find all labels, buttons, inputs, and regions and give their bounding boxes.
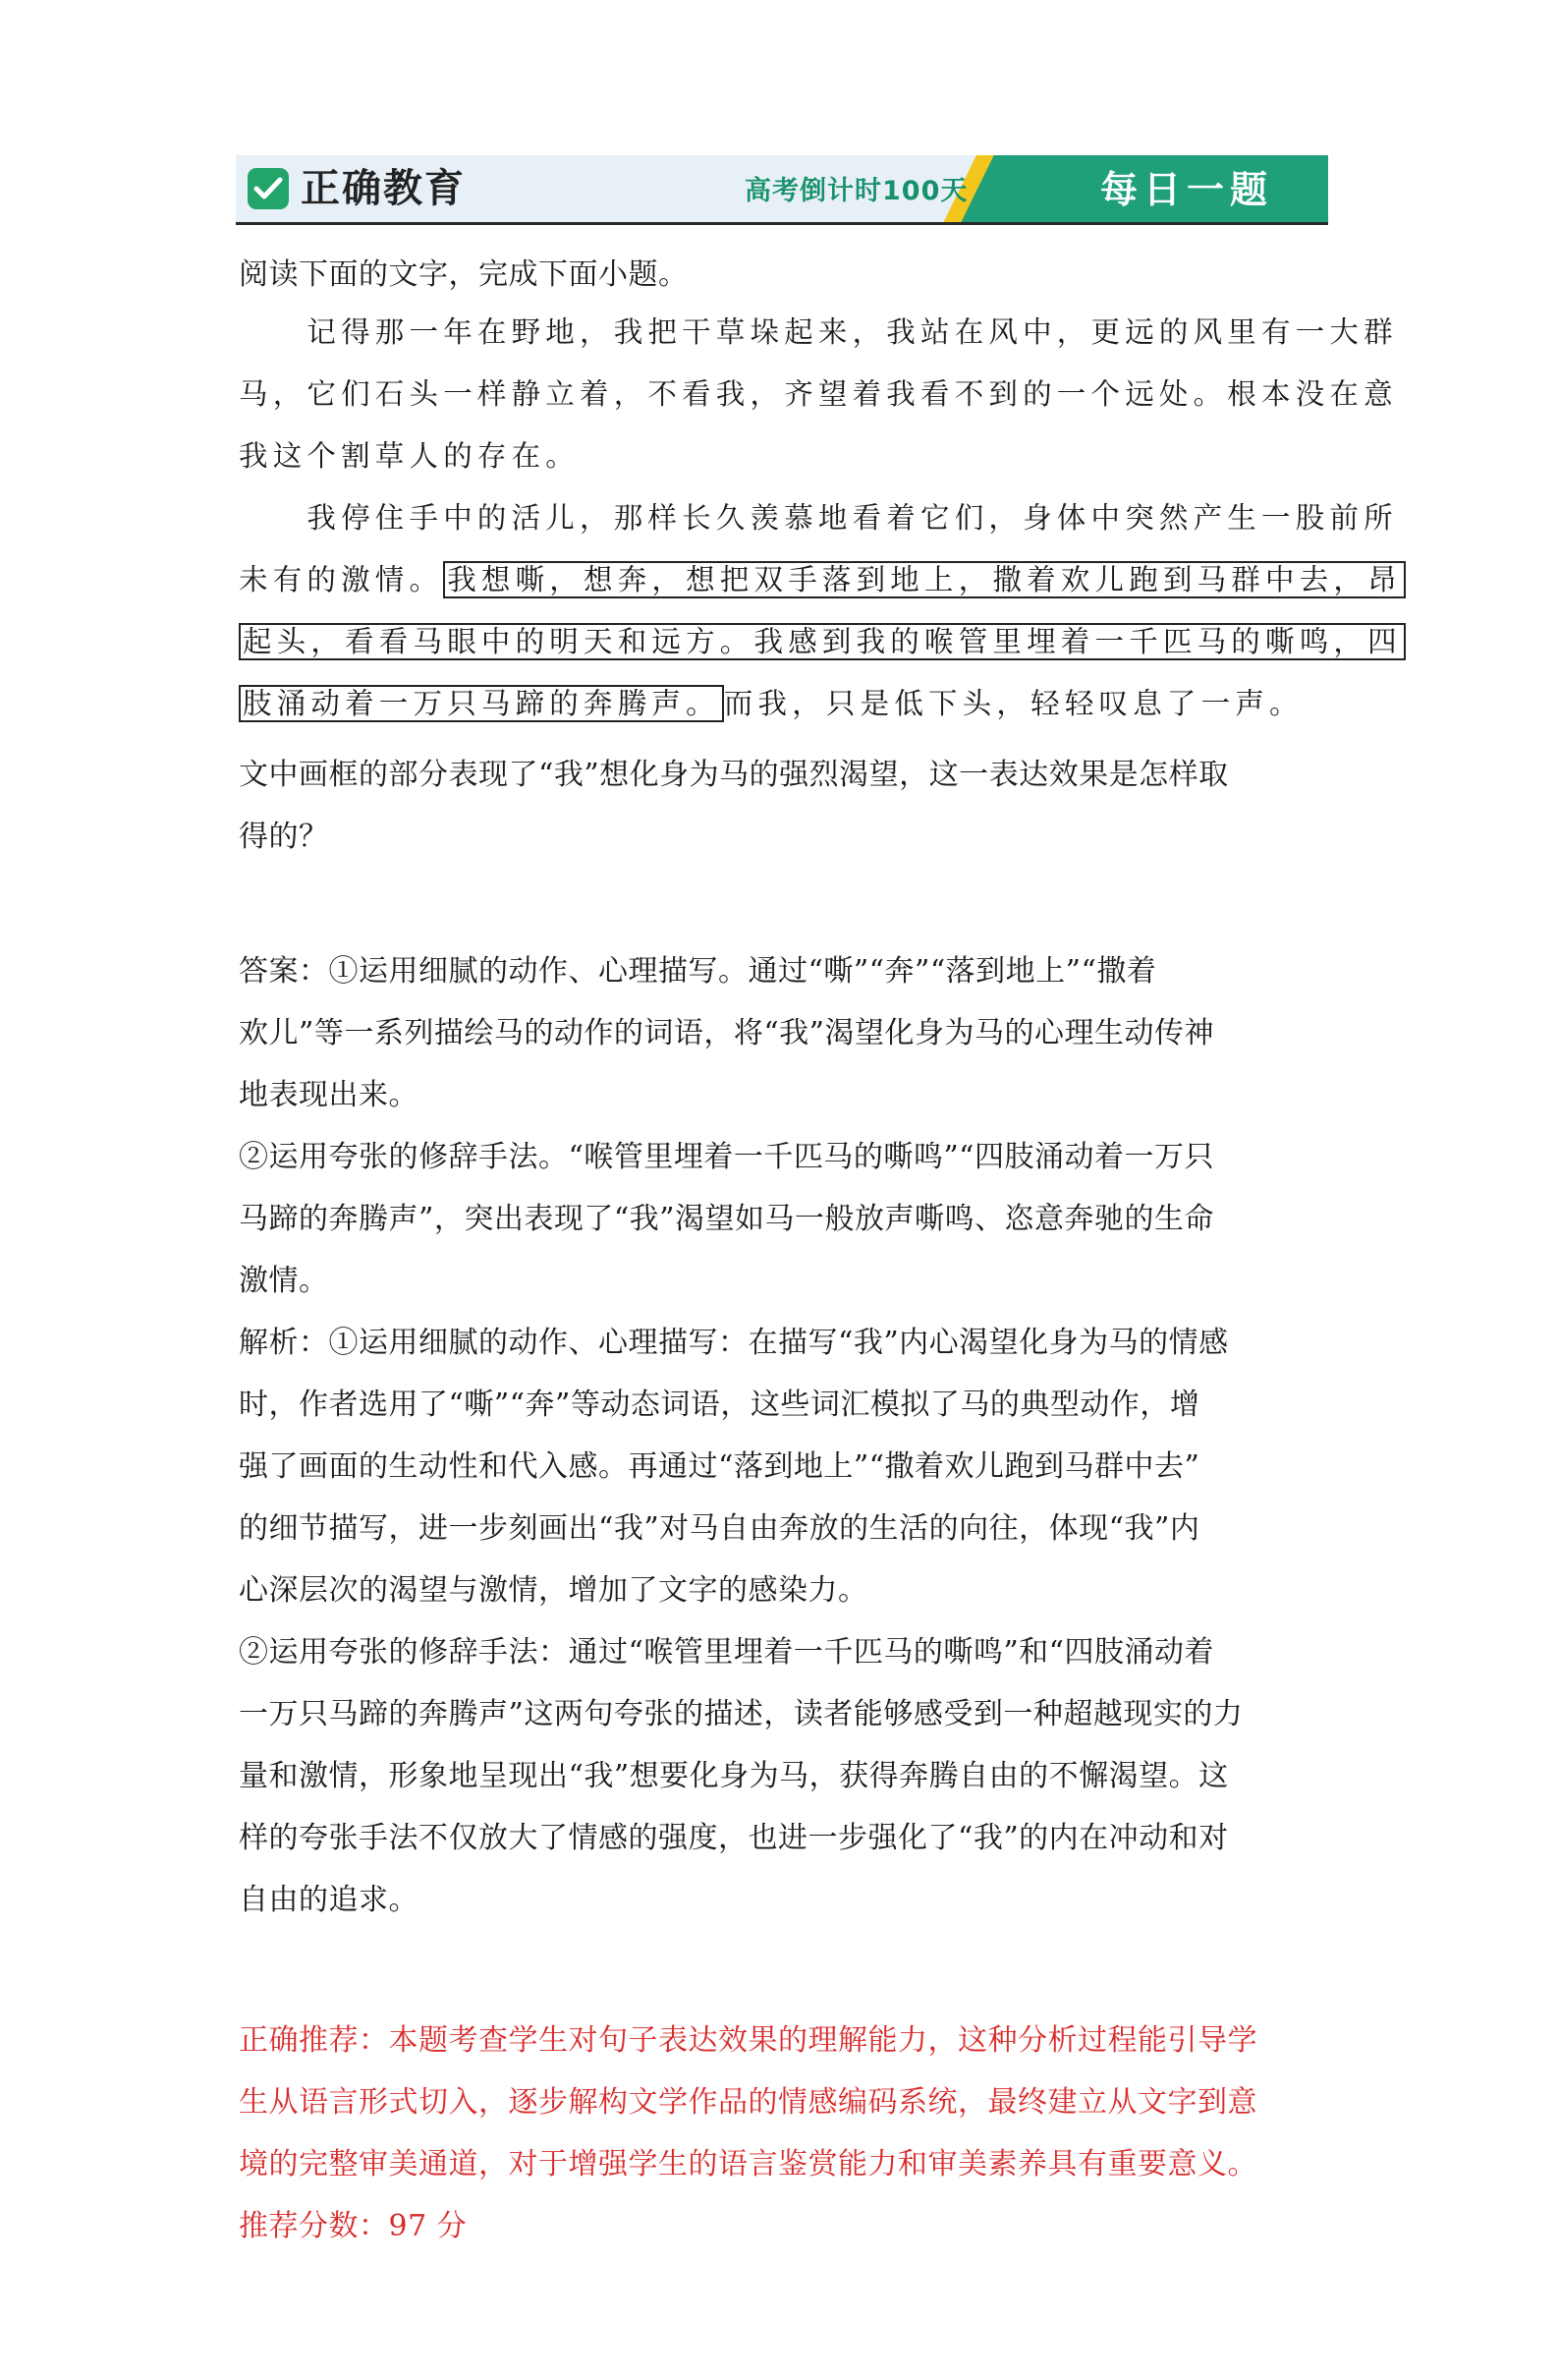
countdown-label: 高考倒计时100天 <box>745 176 969 206</box>
recommend-score: 推荐分数：97 分 <box>239 2209 468 2243</box>
answer-line: 欢儿”等一系列描绘马的动作的词语，将“我”渴望化身为马的心理生动传神 <box>239 1016 1215 1050</box>
analysis-line: 的细节描写，进一步刻画出“我”对马自由奔放的生活的向往，体现“我”内 <box>239 1511 1200 1546</box>
passage-line: 我这个割草人的存在。 <box>239 439 581 473</box>
question <box>239 744 1329 868</box>
passage-line <box>239 673 1329 735</box>
recommendation-line: 生从语言形式切入，逐步解构文学作品的情感编码系统，最终建立从文字到意 <box>239 2085 1257 2120</box>
analysis-line: 一万只马蹄的奔腾声”这两句夸张的描述，读者能够感受到一种超越现实的力 <box>239 1697 1244 1731</box>
boxed-text: 肢涌动着一万只马蹄的奔腾声。 <box>239 685 724 722</box>
passage <box>239 302 1402 735</box>
passage-line: 我停住手中的活儿，那样长久羡慕地看着它们，身体中突然产生一股前所 <box>239 501 1398 535</box>
analysis-line: 强了画面的生动性和代入感。再通过“落到地上”“撒着欢儿跑到马群中去” <box>239 1449 1200 1484</box>
passage-plain-text: 而我，只是低下头，轻轻叹息了一声。 <box>723 687 1304 720</box>
daily-question-label: 每日一题 <box>1100 168 1274 211</box>
passage-line <box>239 611 1402 673</box>
passage-line: 马，它们石头一样静立着，不看我，齐望着我看不到的一个远处。根本没在意 <box>239 377 1398 411</box>
passage-line <box>239 549 1402 611</box>
header-banner <box>236 155 1328 226</box>
check-icon <box>248 168 289 209</box>
boxed-text: 我想嘶，想奔，想把双手落到地上，撒着欢儿跑到马群中去，昂 <box>443 561 1406 598</box>
banner-underline <box>236 222 1328 225</box>
passage-plain-text: 未有的激情。 <box>239 563 444 596</box>
analysis <box>239 1312 1329 1931</box>
instruction <box>239 244 1329 306</box>
boxed-text: 起头，看看马眼中的明天和远方。我感到我的喉管里埋着一千匹马的嘶鸣，四 <box>239 623 1406 660</box>
analysis-line: 心深层次的渴望与激情，增加了文字的感染力。 <box>239 1573 868 1608</box>
recommendation <box>239 2010 1329 2257</box>
analysis-line: 量和激情，形象地呈现出“我”想要化身为马，获得奔腾自由的不懈渴望。这 <box>239 1759 1229 1793</box>
analysis-line: 自由的追求。 <box>239 1883 418 1917</box>
analysis-line: 样的夸张手法不仅放大了情感的强度，也进一步强化了“我”的内在冲动和对 <box>239 1821 1229 1855</box>
answer-line: 地表现出来。 <box>239 1078 418 1112</box>
analysis-line: ②运用夸张的修辞手法：通过“喉管里埋着一千匹马的嘶鸣”和“四肢涌动着 <box>239 1635 1215 1670</box>
recommendation-line: 境的完整审美通道，对于增强学生的语言鉴赏能力和审美素养具有重要意义。 <box>239 2147 1257 2182</box>
question-line: 得的？ <box>239 820 329 854</box>
answer <box>239 940 1329 1312</box>
passage-line: 记得那一年在野地，我把干草垛起来，我站在风中，更远的风里有一大群 <box>239 315 1398 349</box>
logo-text: 正确教育 <box>301 166 466 211</box>
question-line: 文中画框的部分表现了“我”想化身为马的强烈渴望，这一表达效果是怎样取 <box>239 758 1229 792</box>
analysis-line: 解析：①运用细腻的动作、心理描写：在描写“我”内心渴望化身为马的情感 <box>239 1326 1229 1360</box>
instruction-line: 阅读下面的文字，完成下面小题。 <box>239 257 689 292</box>
answer-line: 马蹄的奔腾声”，突出表现了“我”渴望如马一般放声嘶鸣、恣意奔驰的生命 <box>239 1202 1215 1236</box>
answer-line: 答案：①运用细腻的动作、心理描写。通过“嘶”“奔”“落到地上”“撒着 <box>239 954 1157 989</box>
answer-line: 激情。 <box>239 1264 329 1298</box>
analysis-line: 时，作者选用了“嘶”“奔”等动态词语，这些词汇模拟了马的典型动作，增 <box>239 1388 1200 1422</box>
recommendation-line: 正确推荐：本题考查学生对句子表达效果的理解能力，这种分析过程能引导学 <box>239 2023 1257 2058</box>
answer-line: ②运用夸张的修辞手法。“喉管里埋着一千匹马的嘶鸣”“四肢涌动着一万只 <box>239 1140 1215 1174</box>
